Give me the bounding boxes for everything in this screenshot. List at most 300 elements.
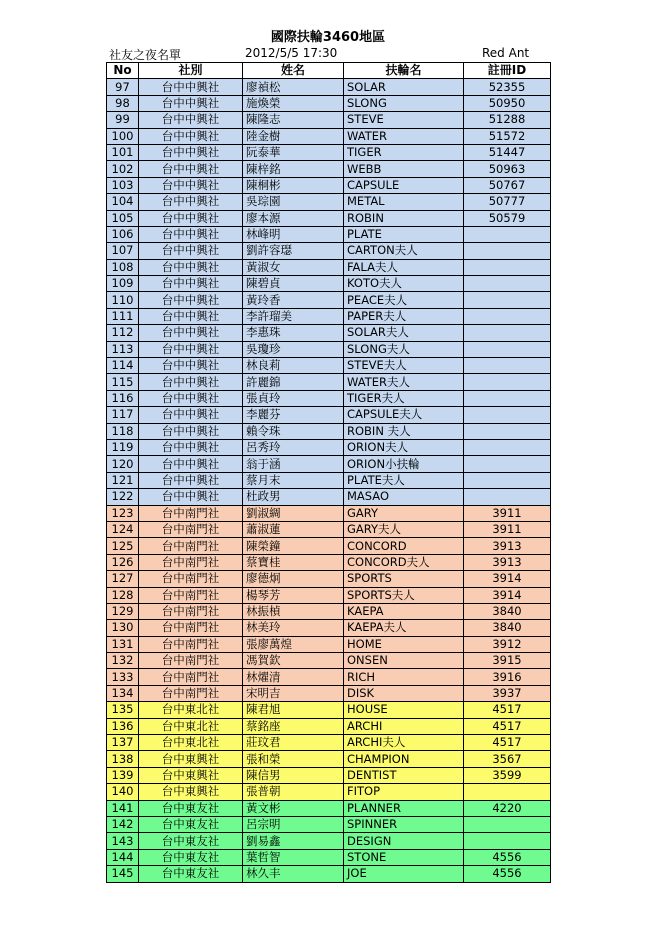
row-no: 131 — [107, 636, 139, 652]
row-no: 118 — [107, 423, 139, 439]
row-club: 台中中興社 — [139, 358, 243, 374]
table-row — [107, 866, 551, 882]
row-club: 台中中興社 — [139, 177, 243, 193]
row-rotary-name: FITOP — [344, 784, 464, 800]
row-no: 140 — [107, 784, 139, 800]
row-rotary-name: KOTO夫人 — [344, 276, 464, 292]
row-no: 99 — [107, 112, 139, 128]
row-name: 李麗芬 — [243, 407, 344, 423]
row-name: 阮泰華 — [243, 144, 344, 160]
row-rotary-name: SPORTS — [344, 571, 464, 587]
row-reg-id: 4220 — [464, 800, 551, 816]
table-row — [107, 325, 551, 341]
row-name: 呂秀玲 — [243, 439, 344, 455]
row-rotary-name: METAL — [344, 194, 464, 210]
row-reg-id: 50950 — [464, 95, 551, 111]
row-no: 123 — [107, 505, 139, 521]
row-reg-id: 3916 — [464, 669, 551, 685]
table-row — [107, 735, 551, 751]
row-reg-id: 3599 — [464, 767, 551, 783]
row-reg-id — [464, 784, 551, 800]
table-row — [107, 685, 551, 701]
row-name: 莊玟君 — [243, 735, 344, 751]
row-no: 100 — [107, 128, 139, 144]
row-reg-id — [464, 325, 551, 341]
row-no: 141 — [107, 800, 139, 816]
row-club: 台中南門社 — [139, 538, 243, 554]
row-name: 劉許容璱 — [243, 243, 344, 259]
row-rotary-name: GARY夫人 — [344, 521, 464, 537]
row-no: 104 — [107, 194, 139, 210]
row-club: 台中南門社 — [139, 669, 243, 685]
row-name: 張和榮 — [243, 751, 344, 767]
row-rotary-name: ONSEN — [344, 653, 464, 669]
row-club: 台中東友社 — [139, 866, 243, 882]
row-rotary-name: WATER夫人 — [344, 374, 464, 390]
row-club: 台中中興社 — [139, 79, 243, 95]
row-reg-id — [464, 833, 551, 849]
author: Red Ant — [482, 46, 530, 60]
row-name: 翁于涵 — [243, 456, 344, 472]
row-rotary-name: CONCORD夫人 — [344, 554, 464, 570]
row-club: 台中東興社 — [139, 784, 243, 800]
row-club: 台中中興社 — [139, 308, 243, 324]
row-reg-id — [464, 276, 551, 292]
row-no: 124 — [107, 521, 139, 537]
row-name: 許麗錦 — [243, 374, 344, 390]
row-reg-id: 50963 — [464, 161, 551, 177]
row-no: 108 — [107, 259, 139, 275]
table-row — [107, 603, 551, 619]
row-rotary-name: SOLAR — [344, 79, 464, 95]
row-club: 台中中興社 — [139, 276, 243, 292]
row-no: 107 — [107, 243, 139, 259]
row-rotary-name: ORION夫人 — [344, 439, 464, 455]
row-name: 黃文彬 — [243, 800, 344, 816]
row-name: 林峰明 — [243, 226, 344, 242]
row-reg-id: 51572 — [464, 128, 551, 144]
table-row — [107, 226, 551, 242]
row-reg-id: 3914 — [464, 571, 551, 587]
row-no: 112 — [107, 325, 139, 341]
row-club: 台中東北社 — [139, 735, 243, 751]
row-rotary-name: MASAO — [344, 489, 464, 505]
row-reg-id: 4556 — [464, 866, 551, 882]
row-reg-id: 50767 — [464, 177, 551, 193]
table-row — [107, 439, 551, 455]
row-no: 101 — [107, 144, 139, 160]
row-name: 蔡月末 — [243, 472, 344, 488]
row-name: 施煥榮 — [243, 95, 344, 111]
row-rotary-name: DISK — [344, 685, 464, 701]
row-no: 110 — [107, 292, 139, 308]
table-row — [107, 653, 551, 669]
row-no: 102 — [107, 161, 139, 177]
row-reg-id: 3567 — [464, 751, 551, 767]
row-club: 台中東友社 — [139, 833, 243, 849]
row-reg-id — [464, 243, 551, 259]
row-no: 111 — [107, 308, 139, 324]
row-no: 144 — [107, 849, 139, 865]
table-row — [107, 833, 551, 849]
row-rotary-name: CAPSULE — [344, 177, 464, 193]
table-row — [107, 456, 551, 472]
row-club: 台中中興社 — [139, 144, 243, 160]
row-reg-id: 3914 — [464, 587, 551, 603]
row-club: 台中中興社 — [139, 161, 243, 177]
table-row — [107, 505, 551, 521]
table-row — [107, 751, 551, 767]
table-row — [107, 489, 551, 505]
row-name: 廖禎松 — [243, 79, 344, 95]
row-reg-id: 50579 — [464, 210, 551, 226]
table-row — [107, 341, 551, 357]
row-name: 葉哲智 — [243, 849, 344, 865]
table-row — [107, 472, 551, 488]
row-club: 台中中興社 — [139, 390, 243, 406]
row-rotary-name: STONE — [344, 849, 464, 865]
row-rotary-name: SPINNER — [344, 816, 464, 832]
row-rotary-name: CAPSULE夫人 — [344, 407, 464, 423]
row-no: 117 — [107, 407, 139, 423]
row-reg-id: 4517 — [464, 702, 551, 718]
row-reg-id — [464, 308, 551, 324]
table-row — [107, 390, 551, 406]
row-name: 賴令珠 — [243, 423, 344, 439]
row-name: 宋明吉 — [243, 685, 344, 701]
table-row — [107, 571, 551, 587]
table-row — [107, 112, 551, 128]
row-club: 台中中興社 — [139, 423, 243, 439]
row-no: 97 — [107, 79, 139, 95]
table-row — [107, 636, 551, 652]
table-row — [107, 423, 551, 439]
row-no: 109 — [107, 276, 139, 292]
row-no: 103 — [107, 177, 139, 193]
table-row — [107, 718, 551, 734]
row-name: 陳梓銘 — [243, 161, 344, 177]
table-row — [107, 374, 551, 390]
row-name: 張普朝 — [243, 784, 344, 800]
row-reg-id: 50777 — [464, 194, 551, 210]
row-club: 台中中興社 — [139, 210, 243, 226]
table-row — [107, 538, 551, 554]
row-rotary-name: TIGER — [344, 144, 464, 160]
row-rotary-name: STEVE夫人 — [344, 358, 464, 374]
row-club: 台中南門社 — [139, 620, 243, 636]
row-reg-id — [464, 374, 551, 390]
table-row — [107, 128, 551, 144]
row-no: 116 — [107, 390, 139, 406]
row-club: 台中中興社 — [139, 243, 243, 259]
row-club: 台中南門社 — [139, 685, 243, 701]
row-name: 杜政男 — [243, 489, 344, 505]
row-reg-id — [464, 259, 551, 275]
row-club: 台中南門社 — [139, 636, 243, 652]
row-reg-id — [464, 358, 551, 374]
row-reg-id — [464, 423, 551, 439]
row-name: 蔡銘座 — [243, 718, 344, 734]
row-rotary-name: TIGER夫人 — [344, 390, 464, 406]
row-rotary-name: FALA夫人 — [344, 259, 464, 275]
row-rotary-name: WEBB — [344, 161, 464, 177]
row-club: 台中中興社 — [139, 112, 243, 128]
row-reg-id: 4556 — [464, 849, 551, 865]
row-rotary-name: SOLAR夫人 — [344, 325, 464, 341]
row-reg-id: 52355 — [464, 79, 551, 95]
row-club: 台中東興社 — [139, 767, 243, 783]
row-name: 吳瓊珍 — [243, 341, 344, 357]
row-name: 李許瑠美 — [243, 308, 344, 324]
row-rotary-name: PLANNER — [344, 800, 464, 816]
row-reg-id: 3912 — [464, 636, 551, 652]
table-row — [107, 308, 551, 324]
row-no: 121 — [107, 472, 139, 488]
row-no: 137 — [107, 735, 139, 751]
row-rotary-name: KAEPA — [344, 603, 464, 619]
row-no: 122 — [107, 489, 139, 505]
row-club: 台中中興社 — [139, 489, 243, 505]
row-reg-id: 3915 — [464, 653, 551, 669]
row-rotary-name: PEACE夫人 — [344, 292, 464, 308]
row-club: 台中東友社 — [139, 849, 243, 865]
row-no: 106 — [107, 226, 139, 242]
row-no: 119 — [107, 439, 139, 455]
row-name: 林振楨 — [243, 603, 344, 619]
table-row — [107, 816, 551, 832]
row-no: 143 — [107, 833, 139, 849]
row-name: 吳琮園 — [243, 194, 344, 210]
table-row — [107, 210, 551, 226]
row-club: 台中中興社 — [139, 374, 243, 390]
row-name: 林良莉 — [243, 358, 344, 374]
col-header-no: No — [107, 63, 139, 79]
row-rotary-name: SPORTS夫人 — [344, 587, 464, 603]
table-body — [107, 79, 551, 882]
row-rotary-name: PAPER夫人 — [344, 308, 464, 324]
row-no: 135 — [107, 702, 139, 718]
row-reg-id — [464, 489, 551, 505]
row-name: 蔡寶桂 — [243, 554, 344, 570]
table-row — [107, 79, 551, 95]
table-row — [107, 767, 551, 783]
row-name: 楊琴芳 — [243, 587, 344, 603]
row-club: 台中南門社 — [139, 554, 243, 570]
row-club: 台中中興社 — [139, 456, 243, 472]
row-club: 台中南門社 — [139, 587, 243, 603]
row-name: 陳碧貞 — [243, 276, 344, 292]
row-no: 138 — [107, 751, 139, 767]
row-club: 台中中興社 — [139, 325, 243, 341]
row-rotary-name: ORION小扶輪 — [344, 456, 464, 472]
row-rotary-name: SLONG — [344, 95, 464, 111]
row-name: 林美玲 — [243, 620, 344, 636]
col-header-club: 社別 — [139, 63, 243, 79]
table-row — [107, 669, 551, 685]
row-reg-id — [464, 226, 551, 242]
table-row — [107, 95, 551, 111]
row-name: 陳信男 — [243, 767, 344, 783]
row-no: 98 — [107, 95, 139, 111]
table-row — [107, 784, 551, 800]
col-header-reg-id: 註冊ID — [464, 63, 551, 79]
table-row — [107, 521, 551, 537]
row-club: 台中東友社 — [139, 800, 243, 816]
table-row — [107, 620, 551, 636]
row-reg-id: 3913 — [464, 554, 551, 570]
row-no: 139 — [107, 767, 139, 783]
table-row — [107, 144, 551, 160]
row-reg-id — [464, 341, 551, 357]
doc-label: 社友之夜名單 — [109, 48, 182, 62]
table-row — [107, 800, 551, 816]
row-reg-id — [464, 439, 551, 455]
row-name: 張廖萬煌 — [243, 636, 344, 652]
row-rotary-name: STEVE — [344, 112, 464, 128]
row-reg-id: 3840 — [464, 620, 551, 636]
table-row — [107, 259, 551, 275]
row-club: 台中中興社 — [139, 194, 243, 210]
row-club: 台中東北社 — [139, 702, 243, 718]
row-rotary-name: PLATE — [344, 226, 464, 242]
row-club: 台中中興社 — [139, 259, 243, 275]
row-name: 林燿清 — [243, 669, 344, 685]
row-rotary-name: HOME — [344, 636, 464, 652]
row-name: 黃淑女 — [243, 259, 344, 275]
table-row — [107, 194, 551, 210]
row-no: 105 — [107, 210, 139, 226]
row-rotary-name: PLATE夫人 — [344, 472, 464, 488]
row-club: 台中中興社 — [139, 128, 243, 144]
row-reg-id — [464, 456, 551, 472]
row-no: 126 — [107, 554, 139, 570]
row-club: 台中南門社 — [139, 571, 243, 587]
row-reg-id — [464, 472, 551, 488]
row-name: 蕭淑蓮 — [243, 521, 344, 537]
row-no: 125 — [107, 538, 139, 554]
row-name: 馮賀欽 — [243, 653, 344, 669]
row-name: 陳君旭 — [243, 702, 344, 718]
row-club: 台中中興社 — [139, 439, 243, 455]
row-no: 114 — [107, 358, 139, 374]
row-name: 黃玲香 — [243, 292, 344, 308]
row-name: 呂宗明 — [243, 816, 344, 832]
row-reg-id: 3913 — [464, 538, 551, 554]
table-row — [107, 161, 551, 177]
row-no: 145 — [107, 866, 139, 882]
row-rotary-name: CARTON夫人 — [344, 243, 464, 259]
table-row — [107, 407, 551, 423]
row-no: 132 — [107, 653, 139, 669]
member-table — [106, 62, 551, 883]
table-row — [107, 292, 551, 308]
row-reg-id — [464, 292, 551, 308]
row-reg-id: 3840 — [464, 603, 551, 619]
row-rotary-name: ROBIN — [344, 210, 464, 226]
row-club: 台中南門社 — [139, 603, 243, 619]
row-no: 134 — [107, 685, 139, 701]
row-rotary-name: DESIGN — [344, 833, 464, 849]
table-row — [107, 702, 551, 718]
row-club: 台中東興社 — [139, 751, 243, 767]
row-no: 120 — [107, 456, 139, 472]
row-name: 廖本源 — [243, 210, 344, 226]
row-reg-id: 3937 — [464, 685, 551, 701]
row-name: 劉易鑫 — [243, 833, 344, 849]
row-no: 113 — [107, 341, 139, 357]
row-club: 台中中興社 — [139, 341, 243, 357]
table-header-row — [107, 63, 551, 79]
table-row — [107, 554, 551, 570]
row-rotary-name: RICH — [344, 669, 464, 685]
row-rotary-name: DENTIST — [344, 767, 464, 783]
row-reg-id: 51288 — [464, 112, 551, 128]
row-club: 台中南門社 — [139, 653, 243, 669]
table-row — [107, 243, 551, 259]
row-club: 台中中興社 — [139, 292, 243, 308]
row-no: 130 — [107, 620, 139, 636]
row-reg-id: 4517 — [464, 718, 551, 734]
row-club: 台中東友社 — [139, 816, 243, 832]
row-name: 林久丰 — [243, 866, 344, 882]
row-rotary-name: HOUSE — [344, 702, 464, 718]
row-name: 張貞玲 — [243, 390, 344, 406]
row-name: 陳榮鐘 — [243, 538, 344, 554]
table-row — [107, 358, 551, 374]
row-club: 台中南門社 — [139, 521, 243, 537]
row-club: 台中東北社 — [139, 718, 243, 734]
row-reg-id — [464, 816, 551, 832]
row-reg-id: 51447 — [464, 144, 551, 160]
row-reg-id: 4517 — [464, 735, 551, 751]
row-no: 115 — [107, 374, 139, 390]
row-club: 台中中興社 — [139, 407, 243, 423]
row-reg-id — [464, 390, 551, 406]
table-row — [107, 177, 551, 193]
row-rotary-name: CONCORD — [344, 538, 464, 554]
table-row — [107, 276, 551, 292]
row-rotary-name: JOE — [344, 866, 464, 882]
table-row — [107, 587, 551, 603]
row-name: 陳隆志 — [243, 112, 344, 128]
row-name: 李惠珠 — [243, 325, 344, 341]
row-name: 劉淑綢 — [243, 505, 344, 521]
row-rotary-name: SLONG夫人 — [344, 341, 464, 357]
row-rotary-name: ROBIN 夫人 — [344, 423, 464, 439]
row-rotary-name: ARCHI — [344, 718, 464, 734]
row-name: 陸金樹 — [243, 128, 344, 144]
row-club: 台中南門社 — [139, 505, 243, 521]
row-no: 129 — [107, 603, 139, 619]
row-name: 陳桐彬 — [243, 177, 344, 193]
row-reg-id: 3911 — [464, 521, 551, 537]
row-name: 廖德炯 — [243, 571, 344, 587]
page-title: 國際扶輪3460地區 — [270, 30, 386, 45]
row-no: 133 — [107, 669, 139, 685]
row-reg-id: 3911 — [464, 505, 551, 521]
row-rotary-name: CHAMPION — [344, 751, 464, 767]
col-header-name: 姓名 — [243, 63, 344, 79]
row-rotary-name: KAEPA夫人 — [344, 620, 464, 636]
row-club: 台中中興社 — [139, 95, 243, 111]
row-no: 136 — [107, 718, 139, 734]
col-header-rotary-name: 扶輪名 — [344, 63, 464, 79]
row-rotary-name: WATER — [344, 128, 464, 144]
row-no: 142 — [107, 816, 139, 832]
row-club: 台中中興社 — [139, 226, 243, 242]
row-rotary-name: GARY — [344, 505, 464, 521]
datetime: 2012/5/5 17:30 — [245, 46, 338, 60]
